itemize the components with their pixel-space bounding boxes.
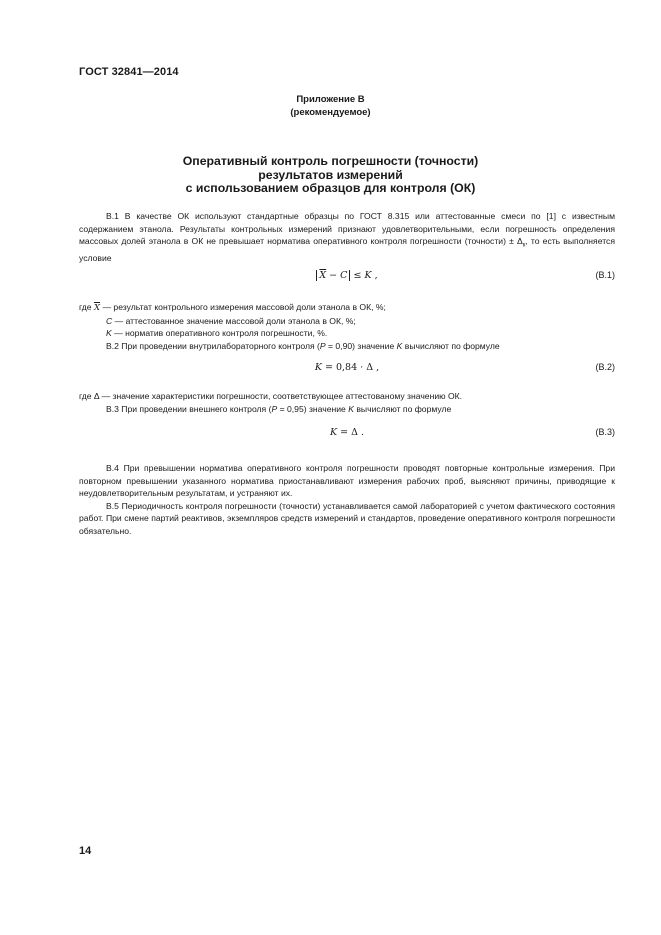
title-line-3: с использованием образцов для контроля (ОК) [185, 181, 476, 195]
definition-x [79, 301, 615, 315]
paragraphs-b4-b5 [79, 462, 615, 537]
paragraph-b3-p: Р [271, 403, 278, 414]
formula-b2-rhs: = 0,84 · Δ , [321, 362, 380, 373]
absolute-value [316, 270, 350, 281]
paragraph-b1 [79, 210, 615, 265]
paragraph-b3-b: = 0,95) значение [277, 403, 349, 414]
definitions-b1 [79, 301, 615, 352]
formula-end: , [371, 270, 378, 281]
paragraph-b2-c: вычисляют по формуле [402, 340, 500, 351]
formula-b1 [79, 270, 615, 281]
equation-number-b1: (В.1) [595, 270, 615, 280]
formula-b3-row [79, 427, 615, 441]
where-prefix: где [79, 302, 94, 312]
paragraph-b2-a: В.2 При проведении внутрилабораторного контроля ( [106, 340, 320, 351]
appendix-status: (рекомендуемое) [290, 107, 371, 118]
minus-sign: − [326, 270, 341, 281]
paragraph-b5: В.5 Периодичность контроля погрешности (точности) устанавливается самой лабораторией с учетом фактического состояния работ. При смене партий реактивов, экземпляров средств измерений и стандартов, проведение оперативного контроля погрешности обязательно. [79, 500, 615, 536]
c-symbol: C [340, 270, 348, 281]
definition-k [79, 327, 615, 340]
paragraph-b1-tail: , то есть выполняется условие [79, 236, 615, 264]
formula-b1-row [79, 270, 615, 284]
title-line-1: Оперативный контроль погрешности (точности) [182, 154, 479, 168]
equation-number-b2: (В.2) [595, 362, 615, 372]
standard-code: ГОСТ 32841—2014 [79, 66, 179, 78]
k-symbol: K [314, 362, 322, 373]
formula-b3 [79, 427, 615, 438]
paragraph-b1-text: В.1 В качестве ОК используют стандартные образцы по ГОСТ 8.315 или аттестованные смеси по [1] с известным содержанием этанола. Результаты контрольных измерений признают удовлетворительными, если погрешность определения массовых долей этанола в ОК не превышает норматива оперативного контроля погрешности (точности) ± Δ [79, 211, 615, 246]
definition-x-text: — результат контрольного измерения массовой доли этанола в ОК, %; [100, 302, 386, 312]
page-number: 14 [79, 845, 92, 857]
formula-b2 [79, 362, 615, 373]
formula-b3-rhs: = Δ . [337, 427, 364, 438]
paragraph-b2-k: K [396, 340, 403, 351]
definition-c-symbol: С [106, 315, 113, 326]
appendix-label: Приложение В [296, 94, 365, 105]
definition-c [79, 315, 615, 328]
paragraph-b3 [79, 403, 615, 416]
equation-number-b3: (В.3) [595, 427, 615, 437]
paragraph-b2 [79, 340, 615, 353]
formula-b2-row [79, 362, 615, 376]
definition-c-text: — аттестованное значение массовой доли этанола в ОК, %; [112, 315, 356, 326]
delta-subscript: к [522, 242, 526, 249]
paragraph-b3-k: K [348, 403, 354, 414]
paragraph-b2-p: Р [319, 340, 326, 351]
definition-delta: где Δ — значение характеристики погрешности, соответствующее аттестованому значению ОК. [79, 391, 463, 401]
paragraph-b3-a: В.3 При проведении внешнего контроля ( [106, 403, 272, 414]
le-sign: ≤ [350, 270, 365, 281]
appendix-heading [0, 93, 661, 119]
x-bar-symbol: $\overline{X}$ [319, 270, 327, 281]
paragraph-b2-b: = 0,90) значение [325, 340, 397, 351]
title-line-2: результатов измерений [258, 167, 403, 182]
k-symbol: K [329, 427, 338, 438]
definition-k-text: — норматив оперативного контроля погрешности, %. [111, 328, 328, 338]
definition-x-symbol: $\overline{X}$ [93, 303, 101, 313]
paragraph-b3-c: вычисляют по формуле [353, 403, 452, 414]
paragraph-b4: В.4 При превышении норматива оперативного контроля погрешности проводят повторные контрольные измерения. При повторном превышении указанного норматива приостанавливают измерения рабочих проб, выясняют причины, приводящие к неудовлетворительным результатам, и устраняют их. [79, 463, 615, 498]
definitions-b2 [79, 390, 615, 415]
k-symbol: K [364, 270, 372, 281]
definition-k-symbol: K [106, 328, 112, 338]
section-title [0, 155, 661, 196]
